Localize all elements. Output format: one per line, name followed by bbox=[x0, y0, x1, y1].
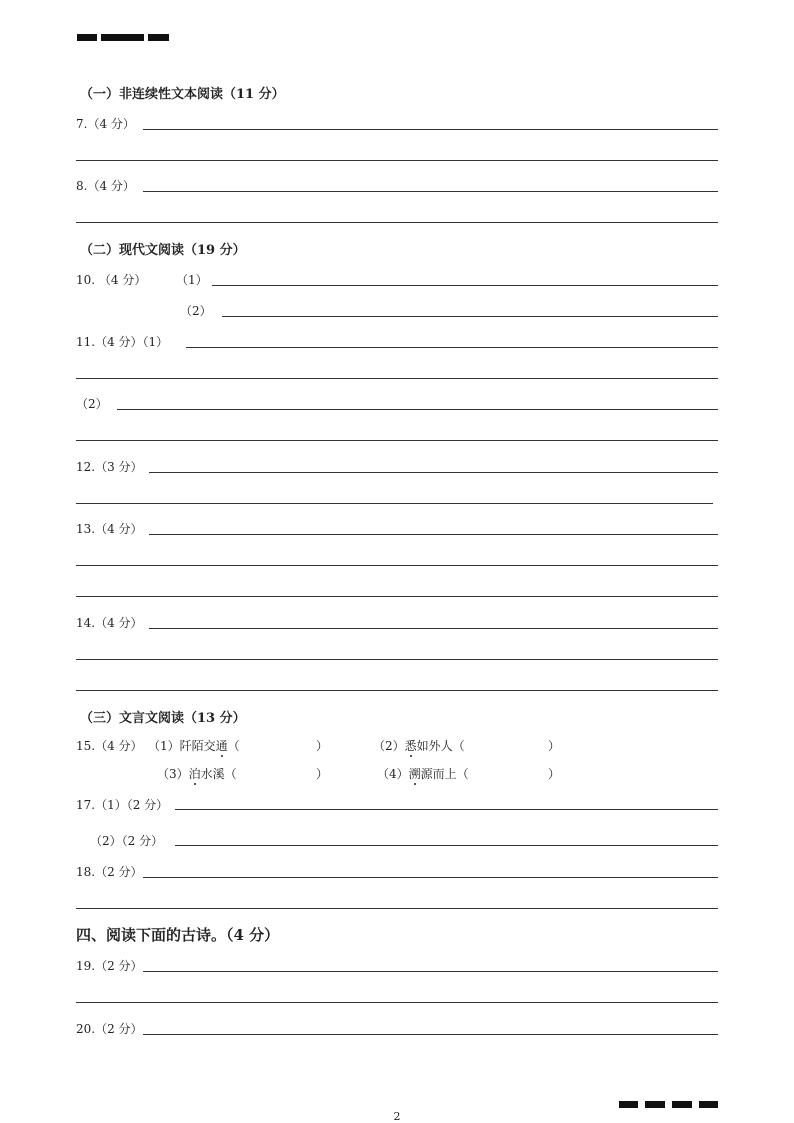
q7-answer-line-1[interactable] bbox=[143, 129, 718, 130]
q7-label: 7.（4 分） bbox=[76, 117, 135, 131]
q8-answer-line-1[interactable] bbox=[143, 191, 718, 192]
q15-item-4-close: ） bbox=[548, 767, 561, 781]
q13-answer-line-3[interactable] bbox=[76, 596, 718, 597]
q15-item-4-pre: （4） bbox=[377, 767, 409, 781]
q15-item-2-pre: （2） bbox=[373, 739, 405, 753]
q15-item-4-dotted: 溯 bbox=[408, 767, 421, 781]
footer-mark-2 bbox=[645, 1101, 665, 1108]
q15-label: 15.（4 分） bbox=[76, 739, 143, 753]
q19-label: 19.（2 分） bbox=[76, 959, 143, 973]
q20-answer-line[interactable] bbox=[143, 1034, 718, 1035]
q15-item-4-post: 源而上（ bbox=[420, 767, 469, 781]
q8-label: 8.（4 分） bbox=[76, 179, 135, 193]
q15-item-2 bbox=[373, 737, 465, 754]
q15-item-4 bbox=[377, 765, 469, 782]
q10-sub2-answer-line[interactable] bbox=[222, 316, 718, 317]
q15-item-3-pre: （3） bbox=[157, 767, 189, 781]
q15-item-1-pre: （1）阡陌交 bbox=[148, 739, 216, 753]
q10-label: 10. （4 分） bbox=[76, 273, 147, 287]
q15-item-1 bbox=[148, 737, 240, 754]
q17-sub1-answer-line[interactable] bbox=[175, 809, 718, 810]
q11-sub2-answer-line-1[interactable] bbox=[117, 409, 718, 410]
footer-mark-4 bbox=[699, 1101, 718, 1108]
footer-mark-1 bbox=[619, 1101, 638, 1108]
header-mark-1 bbox=[77, 34, 97, 41]
q18-answer-line-2[interactable] bbox=[76, 908, 718, 909]
q14-answer-line-2[interactable] bbox=[76, 659, 718, 660]
q15-item-1-post: （ bbox=[227, 739, 240, 753]
q11-sub1-answer-line-2[interactable] bbox=[76, 378, 718, 379]
q10-sub2-label: （2） bbox=[180, 304, 212, 318]
q15-item-3-dotted: 泊 bbox=[188, 767, 201, 781]
q14-answer-line-3[interactable] bbox=[76, 690, 718, 691]
section-heading-2: （二）现代文阅读（19 分） bbox=[80, 243, 246, 258]
q15-item-1-close: ） bbox=[316, 739, 329, 753]
q13-answer-line-1[interactable] bbox=[149, 534, 718, 535]
page-number: 2 bbox=[393, 1110, 401, 1123]
q15-item-3-post: 水溪（ bbox=[200, 767, 237, 781]
q12-answer-line-1[interactable] bbox=[149, 472, 718, 473]
header-mark-3 bbox=[148, 34, 169, 41]
q10-sub1-label: （1） bbox=[176, 273, 208, 287]
q8-answer-line-2[interactable] bbox=[76, 222, 718, 223]
q11-sub2-answer-line-2[interactable] bbox=[76, 440, 718, 441]
section-heading-1: （一）非连续性文本阅读（11 分） bbox=[80, 87, 285, 102]
q18-label: 18.（2 分） bbox=[76, 865, 143, 879]
q12-label: 12.（3 分） bbox=[76, 460, 143, 474]
q14-label: 14.（4 分） bbox=[76, 616, 143, 630]
q7-answer-line-2[interactable] bbox=[76, 160, 718, 161]
header-mark-2 bbox=[101, 34, 144, 41]
q18-answer-line-1[interactable] bbox=[143, 877, 718, 878]
q11-label: 11.（4 分）（1） bbox=[76, 335, 169, 349]
q19-answer-line-2[interactable] bbox=[76, 1002, 718, 1003]
q14-answer-line-1[interactable] bbox=[149, 628, 718, 629]
q20-label: 20.（2 分） bbox=[76, 1022, 143, 1036]
q17-sub2-label: （2）（2 分） bbox=[90, 834, 164, 848]
q15-item-2-dotted: 悉 bbox=[404, 739, 417, 753]
q17-sub1-label: 17.（1）（2 分） bbox=[76, 798, 169, 812]
q11-sub2-label: （2） bbox=[76, 397, 108, 411]
q15-item-2-post: 如外人（ bbox=[416, 739, 465, 753]
q13-answer-line-2[interactable] bbox=[76, 565, 718, 566]
q10-sub1-answer-line[interactable] bbox=[212, 285, 718, 286]
q15-item-3 bbox=[157, 765, 237, 782]
section-heading-4: 四、阅读下面的古诗。（4 分） bbox=[76, 926, 280, 944]
footer-mark-3 bbox=[672, 1101, 692, 1108]
q15-item-2-close: ） bbox=[548, 739, 561, 753]
q17-sub2-answer-line[interactable] bbox=[175, 845, 718, 846]
q15-item-1-dotted: 通 bbox=[215, 739, 228, 753]
q15-item-3-close: ） bbox=[316, 767, 329, 781]
q11-sub1-answer-line-1[interactable] bbox=[186, 347, 718, 348]
q19-answer-line-1[interactable] bbox=[143, 971, 718, 972]
q13-label: 13.（4 分） bbox=[76, 522, 143, 536]
q12-answer-line-2[interactable] bbox=[76, 503, 713, 504]
section-heading-3: （三）文言文阅读（13 分） bbox=[80, 711, 246, 726]
